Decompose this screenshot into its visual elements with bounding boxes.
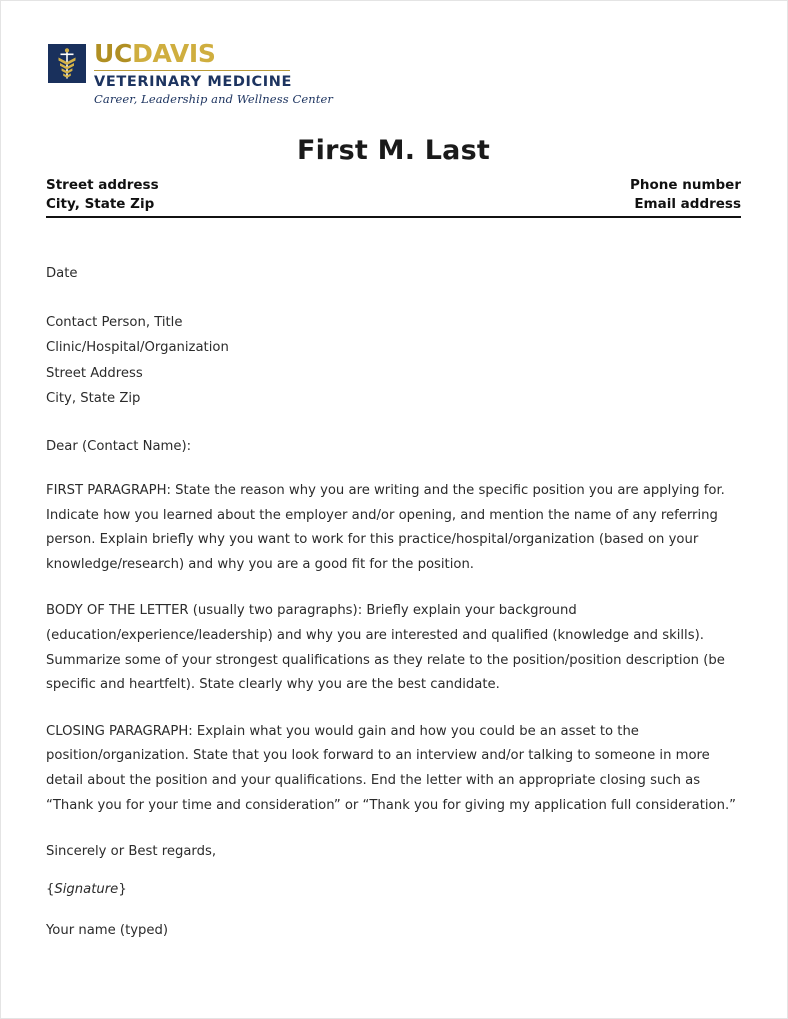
brand-davis: DAVIS	[132, 39, 216, 68]
recipient-block	[46, 310, 743, 412]
header-divider	[46, 216, 741, 218]
date-block	[46, 261, 743, 287]
signature-block	[46, 840, 743, 943]
city-state-zip-placeholder: City, State Zip	[46, 196, 155, 212]
signature-brace-close: }	[118, 882, 127, 898]
letterhead-gold-rule	[94, 70, 290, 71]
signature-word: Signature	[54, 882, 119, 898]
date-placeholder: Date	[46, 266, 78, 281]
recipient-line: Contact Person, Title	[46, 314, 183, 330]
page-title: First M. Last	[297, 135, 490, 166]
letterhead	[48, 41, 333, 105]
contact-header-block	[46, 176, 741, 218]
brand-uc: UC	[94, 39, 133, 68]
email-address-placeholder: Email address	[634, 196, 741, 212]
typed-name-placeholder: Your name (typed)	[46, 923, 169, 939]
signature-placeholder	[46, 878, 743, 902]
veterinary-caduceus-icon	[48, 44, 86, 83]
letter-body	[46, 261, 743, 943]
contact-header-row-2	[46, 195, 741, 214]
street-address-placeholder: Street address	[46, 177, 159, 193]
uc-davis-wordmark	[94, 41, 333, 68]
letterhead-wordmark	[94, 41, 333, 105]
paragraph-body: BODY OF THE LETTER (usually two paragraphs): Briefly explain your background (education/experience/leadership) and why you are interested and qualified (knowledge and skills). Summarize some of your strongest qualifications as they relate to the position/position description (be specific and heartfelt). State clearly why you are the best candidate.	[46, 603, 725, 693]
recipient-line: Street Address	[46, 365, 143, 381]
signature-brace-open: {	[46, 882, 55, 898]
salutation: Dear (Contact Name):	[46, 438, 192, 454]
recipient-line: Clinic/Hospital/Organization	[46, 340, 229, 355]
paragraph-closing: CLOSING PARAGRAPH: Explain what you would gain and how you could be an asset to the position/organization. State that you look forward to an interview and/or talking to someone in more detail about the position and your qualifications. End the letter with an appropriate closing such as “Thank you for your time and consideration” or “Thank you for giving my application full consideration.”	[46, 723, 737, 813]
letterhead-department: VETERINARY MEDICINE	[94, 74, 293, 90]
recipient-line: City, State Zip	[46, 391, 141, 406]
letterhead-center-name: Career, Leadership and Wellness Center	[94, 91, 334, 106]
contact-header-row-1	[46, 176, 741, 195]
phone-number-placeholder: Phone number	[629, 177, 741, 193]
paragraph-first: FIRST PARAGRAPH: State the reason why you are writing and the specific position you are applying for. Indicate how you learned about the employer and/or opening, and mention the name of any referring person. Explain briefly why you want to work for this practice/hospital/organization (based on your knowledge/research) and why you are a good fit for the position.	[46, 483, 725, 572]
closing-salutation: Sincerely or Best regards,	[46, 844, 217, 860]
salutation-block	[46, 434, 743, 460]
